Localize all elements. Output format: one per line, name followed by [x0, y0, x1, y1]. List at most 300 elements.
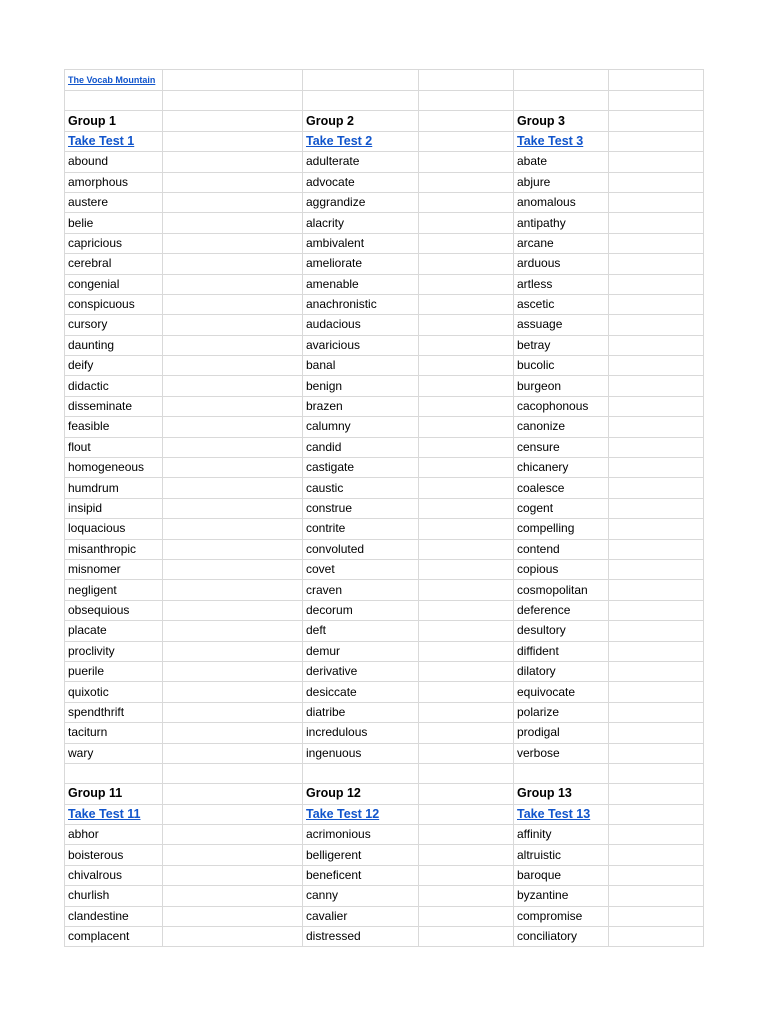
- cell[interactable]: [609, 213, 704, 233]
- cell[interactable]: [163, 213, 303, 233]
- vocab-word[interactable]: complacent: [65, 927, 163, 947]
- cell[interactable]: [609, 356, 704, 376]
- word-row: [65, 865, 704, 885]
- vocab-word[interactable]: canny: [303, 886, 419, 906]
- vocab-word[interactable]: deft: [303, 621, 419, 641]
- word-row: [65, 335, 704, 355]
- cell[interactable]: [419, 498, 514, 518]
- cell[interactable]: [163, 580, 303, 600]
- vocab-word[interactable]: censure: [514, 437, 609, 457]
- cell[interactable]: [303, 131, 419, 151]
- vocab-word[interactable]: abhor: [65, 825, 163, 845]
- cell[interactable]: [609, 233, 704, 253]
- cell[interactable]: [163, 886, 303, 906]
- vocab-word[interactable]: assuage: [514, 315, 609, 335]
- cell[interactable]: [609, 539, 704, 559]
- cell[interactable]: [419, 661, 514, 681]
- cell[interactable]: [163, 498, 303, 518]
- vocab-word[interactable]: antipathy: [514, 213, 609, 233]
- cell[interactable]: [65, 131, 163, 151]
- cell[interactable]: [419, 723, 514, 743]
- cell[interactable]: [514, 804, 609, 824]
- cell[interactable]: [419, 621, 514, 641]
- cell[interactable]: [419, 906, 514, 926]
- cell[interactable]: [163, 763, 303, 783]
- cell[interactable]: [163, 458, 303, 478]
- vocab-word[interactable]: flout: [65, 437, 163, 457]
- cell[interactable]: [303, 763, 419, 783]
- vocab-word[interactable]: taciturn: [65, 723, 163, 743]
- cell[interactable]: [419, 70, 514, 91]
- cell[interactable]: [514, 763, 609, 783]
- vocab-word[interactable]: cerebral: [65, 254, 163, 274]
- cell[interactable]: [609, 600, 704, 620]
- cell[interactable]: [419, 315, 514, 335]
- cell[interactable]: [609, 886, 704, 906]
- cell[interactable]: [163, 539, 303, 559]
- vocab-word[interactable]: belligerent: [303, 845, 419, 865]
- cell[interactable]: [419, 152, 514, 172]
- word-row: [65, 478, 704, 498]
- group-header-row: [65, 784, 704, 804]
- vocab-word[interactable]: ameliorate: [303, 254, 419, 274]
- cell[interactable]: [419, 233, 514, 253]
- vocab-word[interactable]: deference: [514, 600, 609, 620]
- cell[interactable]: [163, 376, 303, 396]
- vocab-word[interactable]: arcane: [514, 233, 609, 253]
- vocab-word[interactable]: contend: [514, 539, 609, 559]
- spreadsheet: [64, 69, 704, 947]
- cell[interactable]: [163, 172, 303, 192]
- cell[interactable]: [609, 519, 704, 539]
- vocab-word[interactable]: equivocate: [514, 682, 609, 702]
- cell[interactable]: [163, 396, 303, 416]
- word-row: [65, 437, 704, 457]
- cell[interactable]: [163, 804, 303, 824]
- title-row: [65, 70, 704, 91]
- vocab-word[interactable]: wary: [65, 743, 163, 763]
- vocab-word[interactable]: placate: [65, 621, 163, 641]
- cell[interactable]: [419, 274, 514, 294]
- cell[interactable]: [419, 335, 514, 355]
- cell[interactable]: [609, 702, 704, 722]
- vocab-word[interactable]: cosmopolitan: [514, 580, 609, 600]
- cell[interactable]: [163, 111, 303, 131]
- vocab-word[interactable]: decorum: [303, 600, 419, 620]
- cell[interactable]: [419, 600, 514, 620]
- cell[interactable]: [609, 111, 704, 131]
- vocab-word[interactable]: contrite: [303, 519, 419, 539]
- cell[interactable]: [163, 70, 303, 91]
- cell[interactable]: [419, 702, 514, 722]
- cell[interactable]: [419, 845, 514, 865]
- cell[interactable]: [609, 661, 704, 681]
- vocab-word[interactable]: artless: [514, 274, 609, 294]
- cell[interactable]: [163, 641, 303, 661]
- vocab-word[interactable]: coalesce: [514, 478, 609, 498]
- vocab-mountain-link[interactable]: The Vocab Mountain: [68, 75, 156, 85]
- vocab-word[interactable]: amenable: [303, 274, 419, 294]
- cell[interactable]: [303, 804, 419, 824]
- cell[interactable]: [609, 478, 704, 498]
- cell[interactable]: [419, 111, 514, 131]
- word-row: [65, 600, 704, 620]
- vocab-word[interactable]: puerile: [65, 661, 163, 681]
- vocab-word[interactable]: ascetic: [514, 294, 609, 314]
- cell[interactable]: [163, 274, 303, 294]
- cell[interactable]: [419, 865, 514, 885]
- word-row: [65, 356, 704, 376]
- cell[interactable]: [514, 70, 609, 91]
- cell[interactable]: [419, 213, 514, 233]
- cell[interactable]: [65, 804, 163, 824]
- vocab-word[interactable]: feasible: [65, 417, 163, 437]
- vocab-word[interactable]: construe: [303, 498, 419, 518]
- cell[interactable]: [609, 192, 704, 212]
- take-test-link[interactable]: Take Test 3: [517, 133, 584, 148]
- word-row: [65, 152, 704, 172]
- vocab-word[interactable]: burgeon: [514, 376, 609, 396]
- vocab-word[interactable]: obsequious: [65, 600, 163, 620]
- cell[interactable]: [163, 784, 303, 804]
- cell[interactable]: [419, 539, 514, 559]
- group-title[interactable]: Group 1: [65, 111, 163, 131]
- cell[interactable]: [609, 131, 704, 151]
- cell[interactable]: [163, 702, 303, 722]
- vocab-word[interactable]: demur: [303, 641, 419, 661]
- vocab-word[interactable]: abjure: [514, 172, 609, 192]
- vocab-word[interactable]: advocate: [303, 172, 419, 192]
- cell[interactable]: [163, 356, 303, 376]
- cell[interactable]: [514, 91, 609, 111]
- vocab-word[interactable]: acrimonious: [303, 825, 419, 845]
- word-row: [65, 294, 704, 314]
- cell[interactable]: [419, 131, 514, 151]
- cell[interactable]: [163, 254, 303, 274]
- vocab-word[interactable]: quixotic: [65, 682, 163, 702]
- cell[interactable]: [163, 437, 303, 457]
- take-test-link[interactable]: Take Test 1: [68, 133, 135, 148]
- cell[interactable]: [609, 743, 704, 763]
- vocab-word[interactable]: adulterate: [303, 152, 419, 172]
- vocab-word[interactable]: baroque: [514, 865, 609, 885]
- vocab-word[interactable]: ambivalent: [303, 233, 419, 253]
- vocab-word[interactable]: desiccate: [303, 682, 419, 702]
- vocab-word[interactable]: humdrum: [65, 478, 163, 498]
- cell[interactable]: [163, 478, 303, 498]
- word-row: [65, 825, 704, 845]
- cell[interactable]: [609, 845, 704, 865]
- vocab-word[interactable]: cogent: [514, 498, 609, 518]
- vocab-word[interactable]: audacious: [303, 315, 419, 335]
- cell[interactable]: [163, 335, 303, 355]
- vocab-word[interactable]: avaricious: [303, 335, 419, 355]
- cell[interactable]: [163, 865, 303, 885]
- cell[interactable]: [609, 559, 704, 579]
- cell[interactable]: [609, 254, 704, 274]
- vocab-word[interactable]: compelling: [514, 519, 609, 539]
- cell[interactable]: [609, 825, 704, 845]
- cell[interactable]: [163, 152, 303, 172]
- cell[interactable]: [419, 763, 514, 783]
- vocab-word[interactable]: cursory: [65, 315, 163, 335]
- vocab-word[interactable]: altruistic: [514, 845, 609, 865]
- cell[interactable]: [609, 906, 704, 926]
- cell[interactable]: [609, 376, 704, 396]
- vocab-word[interactable]: capricious: [65, 233, 163, 253]
- cell[interactable]: [163, 294, 303, 314]
- vocab-word[interactable]: byzantine: [514, 886, 609, 906]
- word-row: [65, 641, 704, 661]
- vocab-word[interactable]: convoluted: [303, 539, 419, 559]
- cell[interactable]: [163, 743, 303, 763]
- word-row: [65, 233, 704, 253]
- vocab-word[interactable]: disseminate: [65, 396, 163, 416]
- cell[interactable]: [609, 723, 704, 743]
- group-title[interactable]: Group 3: [514, 111, 609, 131]
- cell[interactable]: [163, 91, 303, 111]
- vocab-word[interactable]: castigate: [303, 458, 419, 478]
- vocab-word[interactable]: anomalous: [514, 192, 609, 212]
- cell[interactable]: [419, 356, 514, 376]
- cell[interactable]: [163, 559, 303, 579]
- vocab-word[interactable]: conspicuous: [65, 294, 163, 314]
- vocab-word[interactable]: polarize: [514, 702, 609, 722]
- cell[interactable]: [163, 315, 303, 335]
- vocab-word[interactable]: chivalrous: [65, 865, 163, 885]
- word-row: [65, 906, 704, 926]
- vocab-word[interactable]: distressed: [303, 927, 419, 947]
- vocab-word[interactable]: conciliatory: [514, 927, 609, 947]
- cell[interactable]: [163, 621, 303, 641]
- word-row: [65, 315, 704, 335]
- vocab-word[interactable]: belie: [65, 213, 163, 233]
- cell[interactable]: [419, 580, 514, 600]
- group-title[interactable]: Group 12: [303, 784, 419, 804]
- vocab-word[interactable]: proclivity: [65, 641, 163, 661]
- vocab-word[interactable]: deify: [65, 356, 163, 376]
- cell[interactable]: [609, 172, 704, 192]
- vocab-word[interactable]: abound: [65, 152, 163, 172]
- cell[interactable]: [419, 559, 514, 579]
- word-row: [65, 254, 704, 274]
- vocab-word[interactable]: incredulous: [303, 723, 419, 743]
- take-test-link[interactable]: Take Test 13: [517, 806, 591, 821]
- word-row: [65, 458, 704, 478]
- cell[interactable]: [163, 131, 303, 151]
- cell[interactable]: [609, 784, 704, 804]
- vocab-word[interactable]: churlish: [65, 886, 163, 906]
- vocab-word[interactable]: candid: [303, 437, 419, 457]
- cell[interactable]: [419, 437, 514, 457]
- word-row: [65, 927, 704, 947]
- cell[interactable]: [163, 519, 303, 539]
- cell[interactable]: [303, 70, 419, 91]
- group-title[interactable]: Group 2: [303, 111, 419, 131]
- vocab-word[interactable]: misnomer: [65, 559, 163, 579]
- test-link-row: [65, 131, 704, 151]
- cell[interactable]: [65, 91, 163, 111]
- cell[interactable]: [419, 519, 514, 539]
- vocab-word[interactable]: dilatory: [514, 661, 609, 681]
- vocab-word[interactable]: covet: [303, 559, 419, 579]
- vocab-word[interactable]: diffident: [514, 641, 609, 661]
- vocab-word[interactable]: austere: [65, 192, 163, 212]
- vocab-word[interactable]: arduous: [514, 254, 609, 274]
- vocab-word[interactable]: bucolic: [514, 356, 609, 376]
- cell[interactable]: [609, 335, 704, 355]
- cell[interactable]: [609, 865, 704, 885]
- vocab-word[interactable]: daunting: [65, 335, 163, 355]
- cell[interactable]: [163, 906, 303, 926]
- cell[interactable]: [163, 192, 303, 212]
- vocab-word[interactable]: verbose: [514, 743, 609, 763]
- cell[interactable]: [163, 233, 303, 253]
- cell[interactable]: [609, 315, 704, 335]
- cell[interactable]: [163, 600, 303, 620]
- cell[interactable]: [419, 376, 514, 396]
- vocab-word[interactable]: prodigal: [514, 723, 609, 743]
- word-row: [65, 274, 704, 294]
- cell[interactable]: [609, 763, 704, 783]
- take-test-link[interactable]: Take Test 2: [306, 133, 373, 148]
- cell[interactable]: [163, 927, 303, 947]
- word-row: [65, 376, 704, 396]
- cell[interactable]: [419, 294, 514, 314]
- cell[interactable]: [609, 498, 704, 518]
- take-test-link[interactable]: Take Test 12: [306, 806, 380, 821]
- vocab-word[interactable]: spendthrift: [65, 702, 163, 722]
- cell[interactable]: [609, 396, 704, 416]
- word-row: [65, 519, 704, 539]
- vocab-word[interactable]: derivative: [303, 661, 419, 681]
- vocab-word[interactable]: desultory: [514, 621, 609, 641]
- cell[interactable]: [163, 661, 303, 681]
- cell[interactable]: [609, 274, 704, 294]
- cell[interactable]: [419, 825, 514, 845]
- cell[interactable]: [609, 927, 704, 947]
- vocab-word[interactable]: aggrandize: [303, 192, 419, 212]
- vocab-word[interactable]: didactic: [65, 376, 163, 396]
- word-row: [65, 213, 704, 233]
- cell[interactable]: [419, 172, 514, 192]
- cell[interactable]: [65, 763, 163, 783]
- vocab-word[interactable]: calumny: [303, 417, 419, 437]
- vocab-word[interactable]: anachronistic: [303, 294, 419, 314]
- cell[interactable]: [609, 91, 704, 111]
- blank-row: [65, 763, 704, 783]
- vocab-word[interactable]: clandestine: [65, 906, 163, 926]
- cell[interactable]: [609, 641, 704, 661]
- cell[interactable]: [609, 152, 704, 172]
- vocab-word[interactable]: caustic: [303, 478, 419, 498]
- vocab-word[interactable]: compromise: [514, 906, 609, 926]
- word-row: [65, 580, 704, 600]
- vocab-word[interactable]: negligent: [65, 580, 163, 600]
- word-row: [65, 498, 704, 518]
- vocab-word[interactable]: loquacious: [65, 519, 163, 539]
- word-row: [65, 172, 704, 192]
- vocab-word[interactable]: insipid: [65, 498, 163, 518]
- cell[interactable]: [419, 91, 514, 111]
- cell[interactable]: [65, 70, 163, 91]
- cell[interactable]: [609, 294, 704, 314]
- vocab-word[interactable]: alacrity: [303, 213, 419, 233]
- cell[interactable]: [163, 682, 303, 702]
- vocab-word[interactable]: boisterous: [65, 845, 163, 865]
- cell[interactable]: [163, 825, 303, 845]
- cell[interactable]: [609, 70, 704, 91]
- cell[interactable]: [609, 580, 704, 600]
- vocab-word[interactable]: banal: [303, 356, 419, 376]
- vocab-word[interactable]: amorphous: [65, 172, 163, 192]
- vocab-word[interactable]: ingenuous: [303, 743, 419, 763]
- vocab-word[interactable]: canonize: [514, 417, 609, 437]
- test-link-row: [65, 804, 704, 824]
- cell[interactable]: [609, 437, 704, 457]
- vocab-word[interactable]: affinity: [514, 825, 609, 845]
- group-title[interactable]: Group 11: [65, 784, 163, 804]
- vocab-word[interactable]: beneficent: [303, 865, 419, 885]
- cell[interactable]: [609, 682, 704, 702]
- vocab-word[interactable]: craven: [303, 580, 419, 600]
- take-test-link[interactable]: Take Test 11: [68, 806, 141, 821]
- cell[interactable]: [163, 417, 303, 437]
- vocab-word[interactable]: congenial: [65, 274, 163, 294]
- cell[interactable]: [419, 396, 514, 416]
- cell[interactable]: [419, 641, 514, 661]
- word-row: [65, 702, 704, 722]
- word-row: [65, 661, 704, 681]
- cell[interactable]: [609, 621, 704, 641]
- vocab-word[interactable]: misanthropic: [65, 539, 163, 559]
- cell[interactable]: [514, 131, 609, 151]
- vocab-word[interactable]: homogeneous: [65, 458, 163, 478]
- vocab-word[interactable]: cavalier: [303, 906, 419, 926]
- cell[interactable]: [419, 804, 514, 824]
- word-row: [65, 192, 704, 212]
- word-row: [65, 723, 704, 743]
- cell[interactable]: [303, 91, 419, 111]
- cell[interactable]: [419, 682, 514, 702]
- vocab-word[interactable]: diatribe: [303, 702, 419, 722]
- cell[interactable]: [609, 417, 704, 437]
- cell[interactable]: [609, 804, 704, 824]
- vocab-word[interactable]: cacophonous: [514, 396, 609, 416]
- word-row: [65, 417, 704, 437]
- cell[interactable]: [419, 192, 514, 212]
- cell[interactable]: [419, 743, 514, 763]
- cell[interactable]: [163, 723, 303, 743]
- cell[interactable]: [419, 254, 514, 274]
- vocab-word[interactable]: chicanery: [514, 458, 609, 478]
- cell[interactable]: [609, 458, 704, 478]
- cell[interactable]: [419, 784, 514, 804]
- vocab-word[interactable]: benign: [303, 376, 419, 396]
- group-title[interactable]: Group 13: [514, 784, 609, 804]
- cell[interactable]: [163, 845, 303, 865]
- cell[interactable]: [419, 458, 514, 478]
- vocab-word[interactable]: copious: [514, 559, 609, 579]
- word-row: [65, 396, 704, 416]
- cell[interactable]: [419, 927, 514, 947]
- vocab-word[interactable]: abate: [514, 152, 609, 172]
- vocab-word[interactable]: betray: [514, 335, 609, 355]
- cell[interactable]: [419, 417, 514, 437]
- vocab-word[interactable]: brazen: [303, 396, 419, 416]
- cell[interactable]: [419, 478, 514, 498]
- cell[interactable]: [419, 886, 514, 906]
